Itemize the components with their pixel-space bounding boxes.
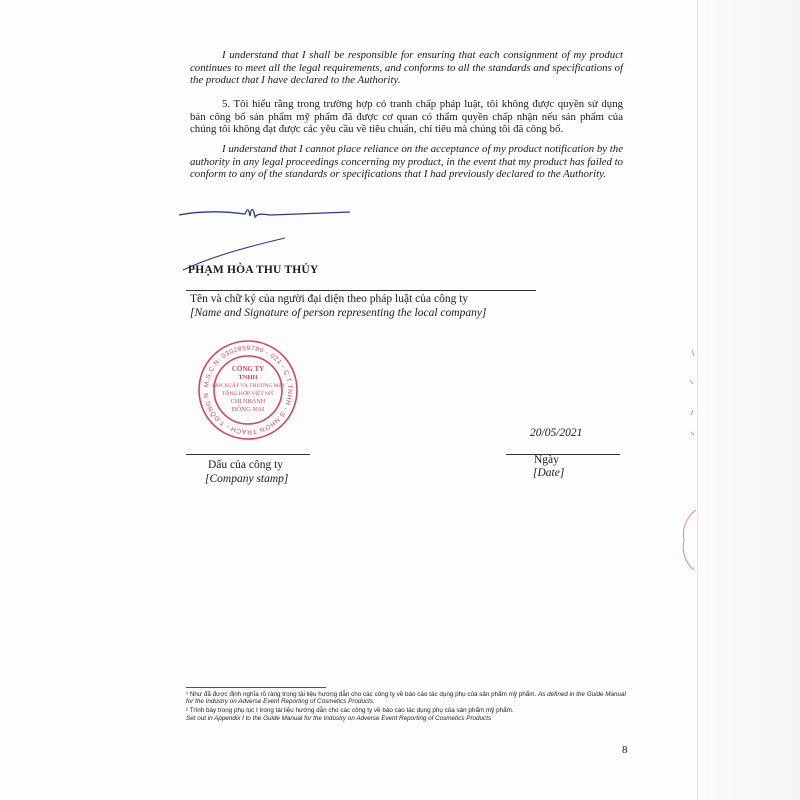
handwritten-signature [175,200,375,270]
footnote-1-vietnamese: ¹ Như đã được định nghĩa rõ ràng trong tài liệu hướng dẫn cho các công ty về báo cáo tác dụng phụ của sản phẩm mỹ phẩm. [186,691,537,698]
stamp-caption-english: [Company stamp] [205,473,289,485]
date-label-vietnamese: Ngày [534,454,559,466]
svg-text:ĐỒNG NAI: ĐỒNG NAI [231,406,265,413]
signature-label-vietnamese: Tên và chữ ký của người đại diện theo pháp luật của công ty [190,293,469,305]
scan-margin [705,0,800,800]
svg-text:TNHH: TNHH [238,374,258,381]
signature-label-english: [Name and Signature of person representing the local company] [190,307,487,319]
svg-text:SẢN XUẤT VÀ THƯƠNG MẠI: SẢN XUẤT VÀ THƯƠNG MẠI [211,383,285,389]
date-rule [506,454,620,455]
page-number: 8 [622,744,628,756]
signature-rule [186,290,536,291]
svg-text:TỔNG HỢP VIỆT MỸ: TỔNG HỢP VIỆT MỸ [221,391,275,397]
svg-text:CÔNG TY: CÔNG TY [231,365,265,373]
paragraph-5-vietnamese: 5. Tôi hiểu rằng trong trường hợp có tranh chấp pháp luật, tôi không được quyền sử dụng bản công bố sản phẩm mỹ phẩm đã được cơ quan có thẩm quyền chấp nhận nếu sản phẩm của chúng tôi không đạt được các yêu cầu về tiêu chuẩn, chỉ tiêu mà chúng tôi đã công bố. [190,98,623,136]
svg-text:M.S.C.N: 0302859780 - 021 - C.: M.S.C.N: 0302859780 - 021 - C.T.TNHH - S.NHƠN TRẠCH - T.ĐỒNG NAI [193,333,294,436]
footnote-rule [186,687,326,688]
signatory-name: PHẠM HÒA THU THỦY [188,264,319,276]
date-label-english: [Date] [533,467,565,479]
stamp-rule [186,454,310,455]
stamp-caption-vietnamese: Dấu của công ty [208,459,284,471]
date-value: 20/05/2021 [530,427,583,439]
paragraph-5-english: I understand that I cannot place reliance on the acceptance of my product notification by the authority in any legal proceedings concerning my product, in the event that my product has failed to conform to any of the standards or specifications that I had previously declared to the Authority. [190,143,623,181]
footnote-2-vietnamese: ² Trình bày trong phụ lục I trong tài liệu hướng dẫn cho các công ty về báo cáo tác dụng phụ của sản phẩm mỹ phẩm. [186,707,514,714]
footnote-1 [186,691,626,706]
svg-text:CHI NHÁNH: CHI NHÁNH [230,398,266,405]
paragraph-4-english: I understand that I shall be responsible for ensuring that each consignment of my product continues to meet all the legal requirements, and conforms to all the standards and specifications of the product that I have declared to the Authority. [190,49,623,87]
footnote-2-english: Set out in Appendix I to the Guide Manual for the Industry on Adverse Event Reporting of Cosmetics Products [186,715,492,722]
company-stamp [193,333,300,442]
margin-stamp-fragment [678,340,698,600]
footnote-1-english: As defined in the Guide Manual for the Industry on Adverse Event Reporting of Cosmetics Products. [186,691,626,706]
